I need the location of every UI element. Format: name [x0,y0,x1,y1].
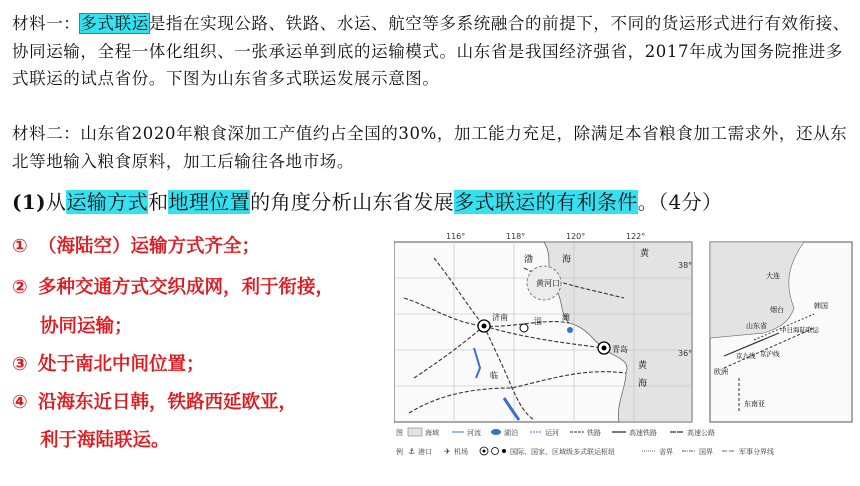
legend-item: 国际、国家、区域级多式联运枢纽 [510,448,615,456]
material-one-prefix: 材料一： [12,14,81,33]
answer-item-continued [40,312,133,338]
question-text-1: 从 [46,190,67,214]
lon-label: 120° [566,232,586,241]
legend-label: 图 [396,429,403,437]
answer-text: 利于海陆联运。 [40,430,170,451]
lat-label: 38° [678,261,693,270]
answer-text: 沿海东近日韩，铁路西延欧亚， [38,392,298,413]
answer-item [12,388,297,414]
lon-label: 116° [446,232,466,241]
answer-item [12,350,205,376]
lon-label: 118° [506,232,526,241]
material-two-paragraph: 材料二：山东省2020年粮食深加工产值约占全国的30%，加工能力充足，除满足本省粮食加工需求外，还从东北等地输入粮食原料，加工后输往各地市场。 [12,124,848,171]
place-label: 潍 [562,313,570,322]
question-number: (1) [12,190,47,214]
material-one-text: 是指在实现公路、铁路、水运、航空等多系统融合的前提下，不同的货运形式进行有效衔接、协同运输，全程一体化组织、一张承运单到底的运输模式。山东省是我国经济强省，2017年成为国务院推进多式联运的试点省份。下图为山东省多式联运发展示意图。 [12,14,850,88]
legend-item: 湖泊 [504,429,518,437]
question-line [12,187,854,217]
highlight-location: 地理位置 [168,190,251,214]
answer-text: （海陆空）运输方式齐全； [38,236,261,257]
answer-marker: ④ [12,392,28,413]
place-label: 黄 [638,361,648,371]
inset-label: 中日海陆联运 [780,326,819,334]
place-label: 济南 [492,313,508,322]
map-figure [394,228,854,482]
legend-item: 铁路 [587,429,601,437]
legend-item: 机场 [454,448,468,456]
legend-item: 国界 [699,448,713,456]
lat-label: 36° [678,349,693,358]
legend-item: 军事分界线 [739,448,774,456]
map-legend [396,428,774,456]
place-label: 海 [638,379,648,389]
place-label: 黄河口 [536,279,560,288]
term-highlight: 多式联运 [80,14,149,33]
answer-marker: ② [12,277,28,298]
legend-item: 河流 [467,429,481,437]
inset-label: 京九线 [736,352,756,360]
material-one-paragraph [12,10,854,93]
place-label: 黄 [640,249,650,259]
answer-text: 处于南北中间位置； [38,354,205,375]
inset-label: 山东省 [746,322,767,330]
lon-label: 122° [626,232,646,241]
inset-label: 烟台 [770,306,784,314]
legend-item: 港口 [418,448,432,456]
legend-item: 省界 [659,448,673,456]
legend-label: 例 [396,448,403,456]
legend-item: 高速公路 [687,429,715,437]
legend-item: 海域 [425,429,439,437]
inset-label: 欧洲 [714,368,728,376]
place-label: 渤 [524,255,534,265]
shandong-multimodal-map [394,228,854,482]
answer-marker: ③ [12,354,28,375]
port-icon: ⚓ [408,447,416,456]
answer-text: 协同运输； [40,316,133,337]
question-text-2: 和 [148,190,169,214]
inset-label: 韩国 [814,302,828,310]
inset-label: 东南亚 [744,400,765,408]
airplane-icon: ✈ [444,447,451,456]
place-label: 海 [562,255,572,265]
answer-item [12,232,260,258]
answer-text: 多种交通方式交织成网，利于衔接， [38,277,335,298]
legend-item: 运河 [545,429,559,437]
answer-item [12,273,334,299]
question-text-4: 。（4分） [637,190,723,214]
highlight-transport-mode: 运输方式 [66,190,149,214]
answer-item-continued [40,426,170,452]
answer-marker: ① [12,236,28,257]
place-label: 淄 [534,317,542,326]
inset-label: 京沪线 [760,350,780,358]
question-text-3: 的角度分析山东省发展 [250,190,455,214]
inset-label: 大连 [766,272,780,280]
legend-item: 高速铁路 [629,429,657,437]
highlight-favorable-conditions: 多式联运的有利条件 [454,190,638,214]
place-label: 临 [490,371,498,380]
lake [567,327,573,333]
place-label: 青岛 [612,345,628,354]
